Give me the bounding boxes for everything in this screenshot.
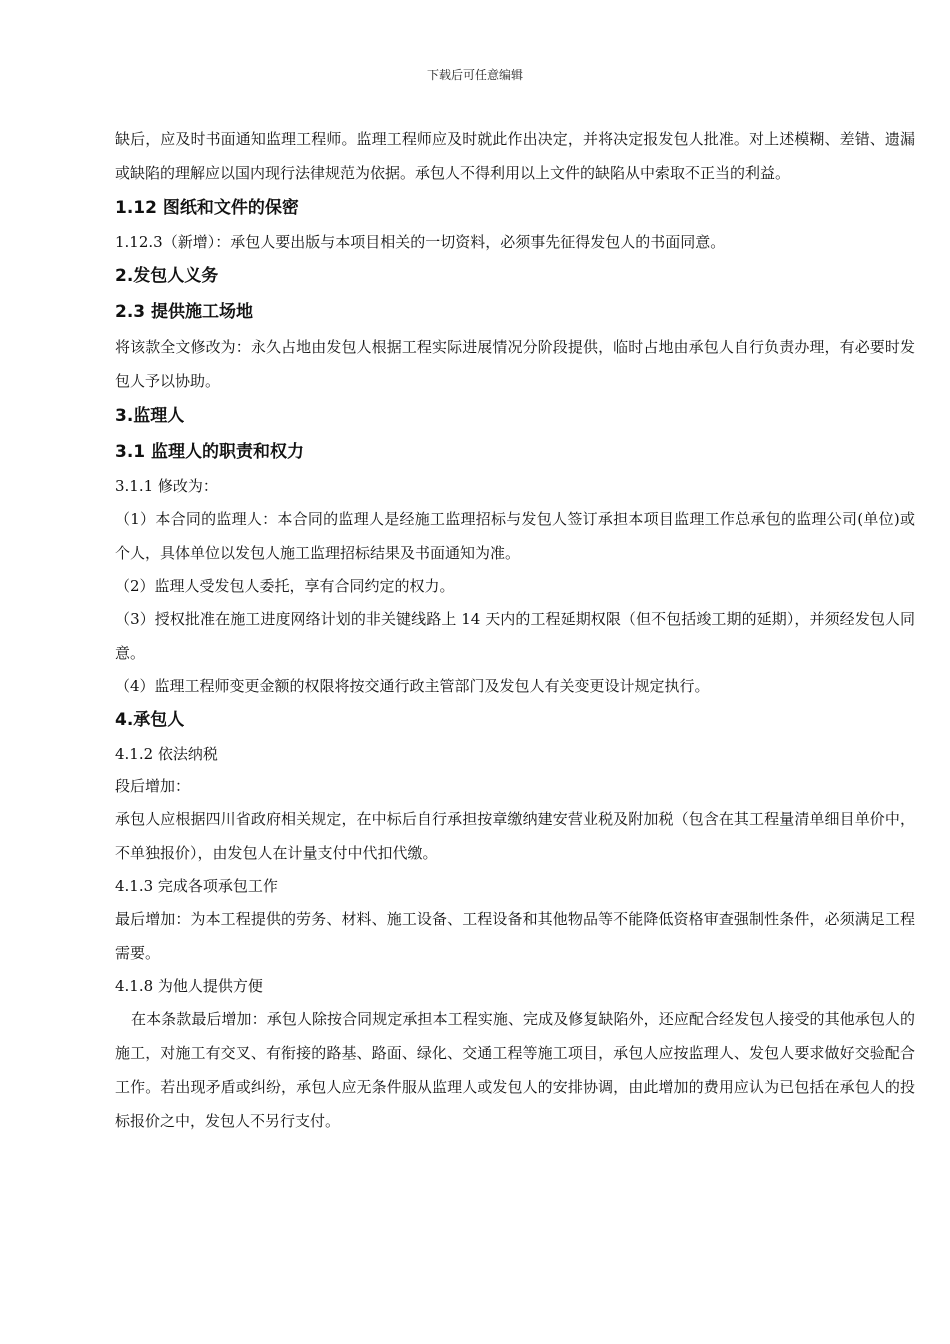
list-item: （2）监理人受发包人委托，享有合同约定的权力。 <box>115 577 455 595</box>
list-item: （4）监理工程师变更金额的权限将按交通行政主管部门及发包人有关变更设计规定执行。 <box>115 677 710 695</box>
paragraph: 1.12.3（新增）：承包人要出版与本项目相关的一切资料，必须事先征得发包人的书面同意。 <box>115 233 726 251</box>
section-heading: 1.12 图纸和文件的保密 <box>115 198 299 218</box>
page-header: 下载后可任意编辑 <box>426 68 523 82</box>
paragraph: 段后增加： <box>115 777 191 795</box>
section-heading: 4.承包人 <box>115 710 185 730</box>
section-heading: 3.1 监理人的职责和权力 <box>115 442 305 462</box>
paragraph: 4.1.8 为他人提供方便 <box>115 977 263 995</box>
list-item: （1）本合同的监理人：本合同的监理人是经施工监理招标与发包人签订承担本项目监理工作总承包的监理公司(单位)或个人，具体单位以发包人施工监理招标结果及书面通知为准。 <box>115 510 915 562</box>
section-heading: 3.监理人 <box>115 406 185 426</box>
list-item: （3）授权批准在施工进度网络计划的非关键线路上 14 天内的工程延期权限（但不包括竣工期的延期），并须经发包人同意。 <box>115 610 915 662</box>
paragraph: 承包人应根据四川省政府相关规定，在中标后自行承担按章缴纳建安营业税及附加税（包含在其工程量清单细目单价中，不单独报价），由发包人在计量支付中代扣代缴。 <box>115 810 915 862</box>
document-body <box>115 122 915 1138</box>
paragraph: 4.1.3 完成各项承包工作 <box>115 877 278 895</box>
paragraph: 将该款全文修改为：永久占地由发包人根据工程实际进展情况分阶段提供，临时占地由承包人自行负责办理，有必要时发包人予以协助。 <box>115 338 915 390</box>
paragraph: 缺后，应及时书面通知监理工程师。监理工程师应及时就此作出决定，并将决定报发包人批准。对上述模糊、差错、遗漏或缺陷的理解应以国内现行法律规范为依据。承包人不得利用以上文件的缺陷从中索取不正当的利益。 <box>115 130 915 182</box>
paragraph: 在本条款最后增加：承包人除按合同规定承担本工程实施、完成及修复缺陷外，还应配合经发包人接受的其他承包人的施工，对施工有交叉、有衔接的路基、路面、绿化、交通工程等施工项目，承包人应按监理人、发包人要求做好交验配合工作。若出现矛盾或纠纷，承包人应无条件服从监理人或发包人的安排协调，由此增加的费用应认为已包括在承包人的投标报价之中，发包人不另行支付。 <box>115 1010 915 1130</box>
section-heading: 2.发包人义务 <box>115 266 219 286</box>
paragraph: 3.1.1 修改为： <box>115 477 218 495</box>
section-heading: 2.3 提供施工场地 <box>115 302 254 322</box>
paragraph: 4.1.2 依法纳税 <box>115 745 218 763</box>
paragraph: 最后增加：为本工程提供的劳务、材料、施工设备、工程设备和其他物品等不能降低资格审查强制性条件，必须满足工程需要。 <box>115 910 915 962</box>
